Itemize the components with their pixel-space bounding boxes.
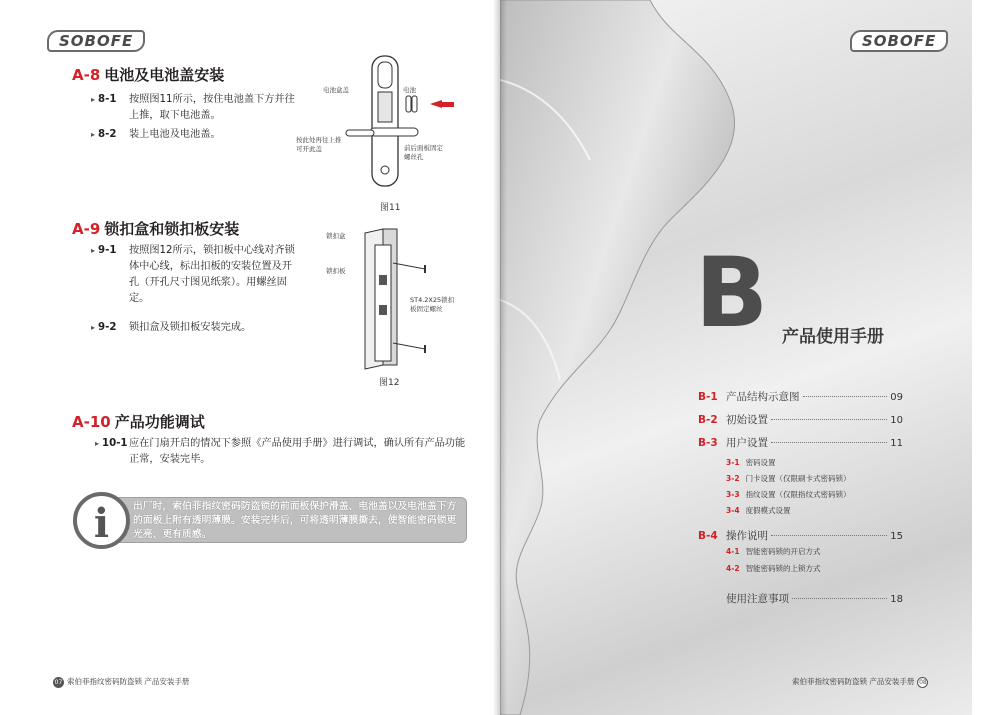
toc-item-b1[interactable] [698,389,903,404]
toc-page: 10 [890,415,903,426]
toc-item-notes[interactable] [698,591,903,606]
figure-11-caption: 图11 [380,203,401,213]
toc-page: 09 [890,392,903,403]
info-note [73,492,467,549]
footer-text: 索伯菲指纹密码防盗锁 产品安装手册 [67,677,190,686]
step-number: ▸ 9-1 [91,243,116,259]
toc-subitem-3-2[interactable]: 3-2 门卡设置（仅限刷卡式密码锁） [726,474,851,483]
section-title-a10 [72,411,205,432]
toc-number: B-4 [698,530,718,542]
label-panel-screw: 前后面板固定螺丝孔 [404,144,443,161]
toc-label: 产品结构示意图 [726,391,800,403]
toc-subitem-3-1[interactable]: 3-1 密码设置 [726,458,776,467]
footer-text: 索伯菲指纹密码防盗锁 产品安装手册 [792,677,915,686]
label-screw-spec: ST4.2X25锁扣板固定螺丝 [410,296,455,313]
info-note-text: 出厂时，索伯菲指纹密码防盗锁的前面板保护滑盖、电池盖以及电池盖下方的面板上附有透明薄膜。安装完毕后，可将透明薄膜撕去，使智能密码锁更光亮、更有质感。 [133,501,457,540]
manual-title: 产品使用手册 [782,327,884,347]
toc-label: 用户设置 [726,437,768,449]
section-title-text: 锁扣盒和锁扣板安装 [104,220,240,238]
toc-subitem-3-4[interactable]: 3-4 度假模式设置 [726,506,791,515]
step-text: 按照图11所示，按住电池盖下方并往上推，取下电池盖。 [129,94,295,121]
step-9-1 [91,243,296,307]
key-background-graphic [500,0,972,715]
brand-logo: SOBOFE [850,30,948,52]
label-strike-box: 锁扣盒 [326,232,346,240]
step-8-1 [91,92,296,124]
step-text: 装上电池及电池盖。 [129,129,221,140]
step-text: 应在门扇开启的情况下参照《产品使用手册》进行调试，确认所有产品功能正常，安装完毕。 [129,438,466,465]
step-8-2 [91,127,296,143]
section-number: A-8 [72,66,101,84]
toc-page: 18 [890,594,903,605]
page-footer-right [792,676,928,688]
toc-page: 15 [890,531,903,542]
section-title-text: 电池及电池盖安装 [104,66,225,84]
toc-subitem-3-3[interactable]: 3-3 指纹设置（仅限指纹式密码锁） [726,490,851,499]
label-push-hint: 按此处再往上推可开此盖 [296,136,342,153]
toc-label: 操作说明 [726,530,768,542]
toc-subitem-4-2[interactable]: 4-2 智能密码锁的上锁方式 [726,564,821,573]
step-number: ▸ 10-1 [95,436,128,452]
step-9-2 [91,320,296,336]
right-page [500,0,972,715]
toc-item-b4[interactable] [698,528,903,543]
step-text: 锁扣盒及锁扣板安装完成。 [129,322,252,333]
part-letter: B [695,237,769,349]
step-10-1 [95,436,470,468]
toc-page: 11 [890,438,903,449]
section-title-a9 [72,218,239,239]
info-icon: i [73,492,130,549]
section-number: A-10 [72,413,111,431]
toc-label: 初始设置 [726,414,768,426]
toc-label: 使用注意事项 [726,593,789,605]
label-battery: 电池 [403,86,416,94]
section-number: A-9 [72,220,101,238]
step-text: 按照图12所示，锁扣板中心线对齐锁体中心线，标出扣板的安装位置及开孔（开孔尺寸图见纸浆）。用螺丝固定。 [129,245,295,304]
step-number: ▸ 9-2 [91,320,116,336]
book-spine-shadow [493,0,507,715]
page-number: 08 [919,678,927,686]
step-number: ▸ 8-2 [91,127,116,143]
toc-subitem-4-1[interactable]: 4-1 智能密码锁的开启方式 [726,547,821,556]
page-edge [972,0,1000,715]
toc-number: B-2 [698,414,718,426]
toc-number: B-1 [698,391,718,403]
toc-number: B-3 [698,437,718,449]
label-strike-plate: 锁扣板 [326,267,346,275]
figure-12-caption: 图12 [379,378,400,388]
step-number: ▸ 8-1 [91,92,116,108]
label-battery-cover: 电池盒盖 [323,86,349,94]
figure-11-lock-illustration [330,50,460,200]
toc-item-b2[interactable] [698,412,903,427]
brand-logo: SOBOFE [47,30,145,52]
section-title-a8 [72,64,224,85]
page-number: 07 [54,678,63,686]
section-title-text: 产品功能调试 [114,413,205,431]
page-footer-left [53,676,189,688]
toc-item-b3[interactable] [698,435,903,450]
